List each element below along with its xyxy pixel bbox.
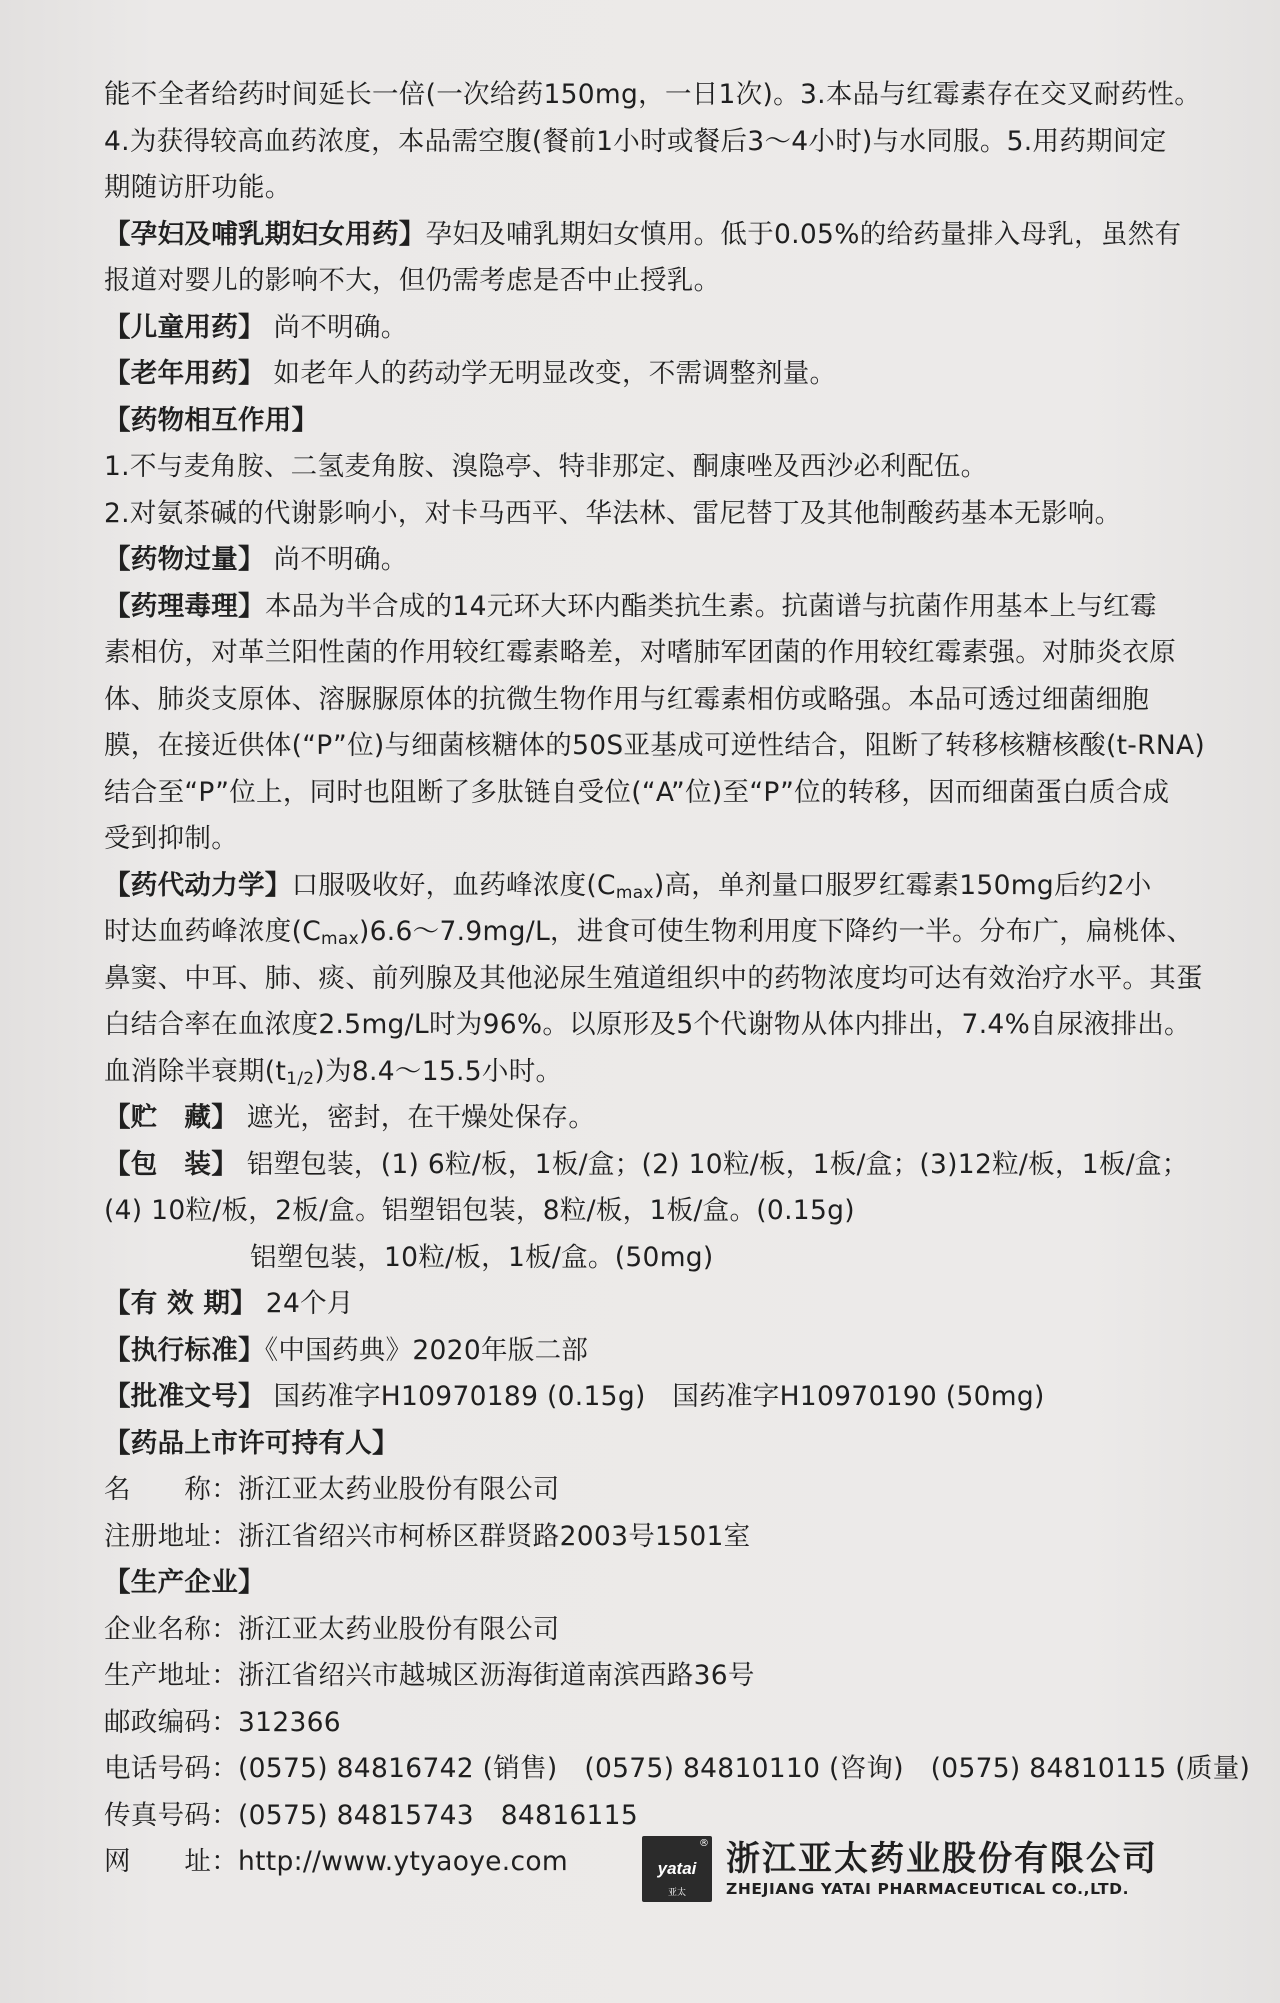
section-heading: 【儿童用药】 (104, 311, 265, 343)
yatai-logo-icon (642, 1836, 712, 1902)
section-text: 本品为半合成的14元环大环内酯类抗生素。抗菌谱与抗菌作用基本上与红霉 (264, 590, 1157, 622)
manufacturer-row (104, 1793, 1220, 1840)
section-heading: 【有 效 期】 (104, 1288, 258, 1319)
text-line: 受到抑制。 (104, 823, 238, 854)
company-name-block (726, 1839, 1158, 1899)
standard-section (104, 1328, 1220, 1375)
section-text: 尚不明确。 (273, 311, 408, 343)
section-text: 血消除半衰期(t (104, 1055, 287, 1087)
section-heading: 【执行标准】 (104, 1334, 265, 1366)
field-value: 浙江省绍兴市越城区沥海街道南滨西路36号 (238, 1660, 755, 1691)
website-link[interactable]: http://www.ytyaoye.com (238, 1846, 569, 1877)
section-text: )6.6～7.9mg/L，进食可使生物利用度下降约一半。分布广，扁桃体、 (359, 916, 1194, 947)
company-logo (642, 1836, 1158, 1902)
section-heading: 【批准文号】 (104, 1381, 265, 1412)
text-line: 能不全者给药时间延长一倍(一次给药150mg，一日1次)。3.本品与红霉素存在交叉耐药性。 (104, 79, 1202, 110)
section-heading: 【药代动力学】 (104, 869, 292, 901)
text-line: 膜，在接近供体(“P”位)与细菌核糖体的50S亚基成可逆性结合，阻断了转移核糖核酸(t-RNA) (104, 730, 1206, 761)
holder-name-row (104, 1467, 1220, 1514)
field-label: 邮政编码： (104, 1706, 238, 1738)
section-heading: 【生产企业】 (104, 1567, 265, 1598)
section-heading: 【药品上市许可持有人】 (104, 1427, 399, 1459)
storage-section (104, 1095, 1220, 1142)
field-value: 浙江亚太药业股份有限公司 (238, 1613, 560, 1645)
section-text: 国药准字H10970189 (0.15g) 国药准字H10970190 (50mg) (273, 1381, 1045, 1412)
section-text: 《中国药典》2020年版二部 (264, 1334, 589, 1366)
pk-section (104, 863, 1220, 910)
field-label: 网 址： (104, 1846, 238, 1877)
subscript: max (615, 882, 654, 903)
list-item: 1.不与麦角胺、二氢麦角胺、溴隐亭、特非那定、酮康唑及西沙必利配伍。 (104, 451, 988, 482)
pregnancy-section (104, 212, 1220, 259)
field-label: 名 称： (104, 1474, 238, 1505)
field-label: 电话号码： (104, 1753, 238, 1784)
text-line: 期随访肝功能。 (104, 172, 292, 203)
section-heading: 【包 装】 (104, 1148, 238, 1180)
text-line: 报道对婴儿的影响不大，但仍需考虑是否中止授乳。 (104, 265, 721, 296)
company-name-en: ZHEJIANG YATAI PHARMACEUTICAL CO.,LTD. (726, 1880, 1130, 1898)
manufacturer-row (104, 1746, 1251, 1793)
list-item: 2.对氨茶碱的代谢影响小，对卡马西平、华法林、雷尼替丁及其他制酸药基本无影响。 (104, 497, 1122, 529)
manufacturer-row (104, 1700, 1220, 1747)
text-line: 白结合率在血浓度2.5mg/L时为96%。以原形及5个代谢物从体内排出，7.4%自尿液排出。 (104, 1009, 1191, 1040)
text-line: 鼻窦、中耳、肺、痰、前列腺及其他泌尿生殖道组织中的药物浓度均可达有效治疗水平。其蛋 (104, 962, 1203, 994)
section-text: 口服吸收好，血药峰浓度(C (291, 869, 616, 901)
section-text: 孕妇及哺乳期妇女慎用。低于0.05%的给药量排入母乳，虽然有 (425, 218, 1182, 250)
holder-address-row (104, 1514, 1220, 1561)
field-label: 传真号码： (104, 1799, 238, 1831)
text-line (104, 909, 1220, 956)
field-value: (0575) 84815743 84816115 (238, 1799, 639, 1831)
section-text: 铝塑包装，(1) 6粒/板，1板/盒；(2) 10粒/板，1板/盒；(3)12粒/板，1板/盒； (246, 1148, 1189, 1180)
logo-mark: yatai (657, 1859, 697, 1878)
field-label: 生产地址： (104, 1660, 238, 1691)
children-section (104, 305, 1220, 352)
section-text: 24个月 (265, 1288, 354, 1319)
section-text: )高，单剂量口服罗红霉素150mg后约2小 (653, 869, 1152, 901)
text-line: 结合至“P”位上，同时也阻断了多肽链自受位(“A”位)至“P”位的转移，因而细菌蛋白质合成 (104, 776, 1170, 808)
section-heading: 【药物相互作用】 (104, 404, 319, 436)
pharmacology-section (104, 584, 1220, 631)
section-text: 如老年人的药动学无明显改变，不需调整剂量。 (273, 358, 837, 389)
manufacturer-row (104, 1653, 1220, 1700)
approval-section (104, 1374, 1220, 1421)
elderly-section (104, 351, 1220, 398)
section-heading: 【药物过量】 (104, 544, 265, 575)
section-heading: 【老年用药】 (104, 358, 265, 389)
text-line: 铝塑包装，10粒/板，1板/盒。(50mg) (250, 1241, 714, 1273)
field-value: 312366 (238, 1706, 341, 1738)
validity-section (104, 1281, 1220, 1328)
section-heading: 【药理毒理】 (104, 590, 265, 622)
text-line: 体、肺炎支原体、溶脲脲原体的抗微生物作用与红霉素相仿或略强。本品可透过细菌细胞 (104, 683, 1150, 715)
company-name-cn: 浙江亚太药业股份有限公司 (726, 1839, 1158, 1879)
logo-mark-cn: 亚太 (667, 1888, 686, 1898)
text-line: 4.为获得较高血药浓度，本品需空腹(餐前1小时或餐后3～4小时)与水同服。5.用药期间定 (104, 125, 1167, 157)
overdose-section (104, 537, 1220, 584)
field-value: (0575) 84816742 (销售) (0575) 84810110 (咨询) (0575) 84810115 (质量) (238, 1753, 1251, 1784)
text-line: 素相仿，对革兰阳性菌的作用较红霉素略差，对嗜肺军团菌的作用较红霉素强。对肺炎衣原 (104, 637, 1176, 668)
section-text: 尚不明确。 (273, 544, 408, 575)
text-line (104, 1049, 1220, 1096)
registered-icon: ® (699, 1838, 709, 1849)
section-heading: 【贮 藏】 (104, 1102, 238, 1133)
section-text: )为8.4～15.5小时。 (314, 1055, 563, 1087)
field-label: 企业名称： (104, 1613, 238, 1645)
section-text: 时达血药峰浓度(C (104, 916, 322, 947)
field-value: 浙江亚太药业股份有限公司 (238, 1474, 560, 1505)
section-heading: 【孕妇及哺乳期妇女用药】 (104, 218, 426, 250)
packaging-section (104, 1142, 1220, 1189)
field-value: 浙江省绍兴市柯桥区群贤路2003号1501室 (238, 1520, 751, 1552)
section-text: 遮光，密封，在干燥处保存。 (246, 1102, 596, 1133)
text-line: (4) 10粒/板，2板/盒。铝塑铝包装，8粒/板，1板/盒。(0.15g) (104, 1195, 855, 1226)
manufacturer-row (104, 1607, 1220, 1654)
subscript: max (321, 929, 359, 949)
field-label: 注册地址： (104, 1520, 238, 1552)
subscript: 1/2 (286, 1068, 315, 1089)
